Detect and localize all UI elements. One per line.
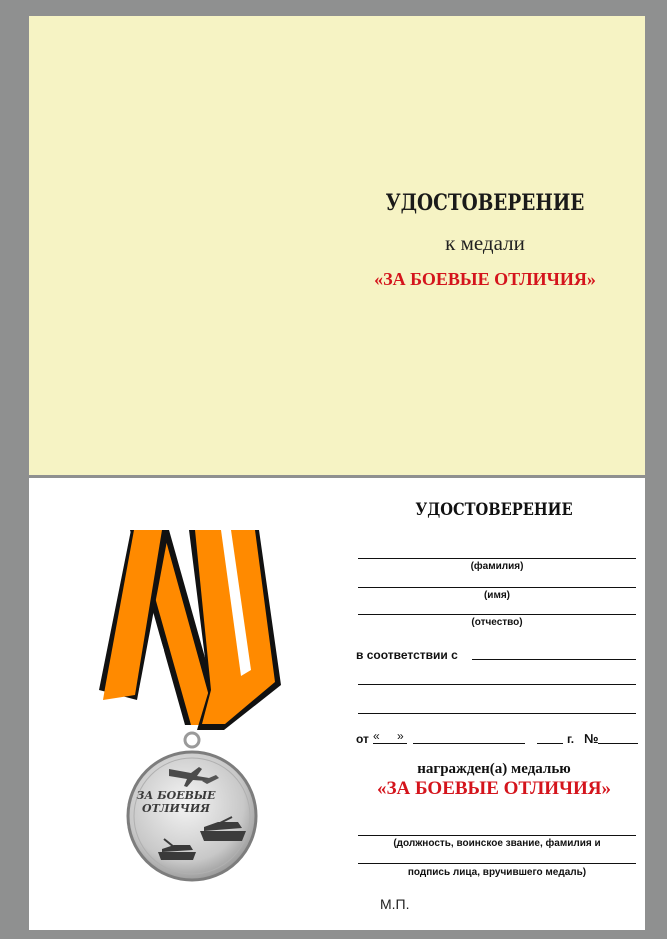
signer-caption-2: подпись лица, вручившего медаль) <box>407 867 587 878</box>
inner-medal-name: «ЗА БОЕВЫЕ ОТЛИЧИЯ» <box>376 778 612 799</box>
patronymic-line <box>358 614 636 615</box>
medal-ribbon-image <box>99 530 281 730</box>
date-quote-open: « <box>373 729 380 743</box>
medal-image <box>124 731 264 891</box>
surname-line <box>358 558 636 559</box>
date-from-label: от <box>356 732 369 746</box>
year-line <box>537 743 563 744</box>
seal-label: М.П. <box>380 896 410 912</box>
signer-line-1 <box>358 835 636 836</box>
medal-ring <box>185 733 199 747</box>
cover-subtitle: к медали <box>445 231 525 255</box>
medal-inscription-1: ЗА БОЕВЫЕ <box>136 789 216 802</box>
awarded-label: награжден(а) медалью <box>417 761 571 777</box>
year-label: г. <box>567 732 575 746</box>
date-quote-close: » <box>397 729 404 743</box>
cover-title: УДОСТОВЕРЕНИЕ <box>385 190 585 216</box>
signer-caption-1: (должность, воинское звание, фамилия и <box>393 838 601 849</box>
patronymic-caption: (отчество) <box>471 617 523 628</box>
name-line <box>358 587 636 588</box>
medal-disc <box>128 752 256 880</box>
name-caption: (имя) <box>483 590 511 601</box>
month-line <box>413 743 525 744</box>
blank-line-1 <box>358 684 636 685</box>
inner-title: УДОСТОВЕРЕНИЕ <box>415 500 573 520</box>
according-line <box>472 659 636 660</box>
according-label: в соответствии с <box>356 648 458 662</box>
cover-medal-name: «ЗА БОЕВЫЕ ОТЛИЧИЯ» <box>374 269 596 289</box>
blank-line-2 <box>358 713 636 714</box>
certificate-inner-page <box>29 478 645 930</box>
medal-inscription-2: ОТЛИЧИЯ <box>141 802 211 815</box>
number-line <box>598 743 638 744</box>
day-line <box>373 743 407 744</box>
signer-line-2 <box>358 863 636 864</box>
surname-caption: (фамилия) <box>470 561 524 572</box>
number-label: № <box>584 731 599 746</box>
